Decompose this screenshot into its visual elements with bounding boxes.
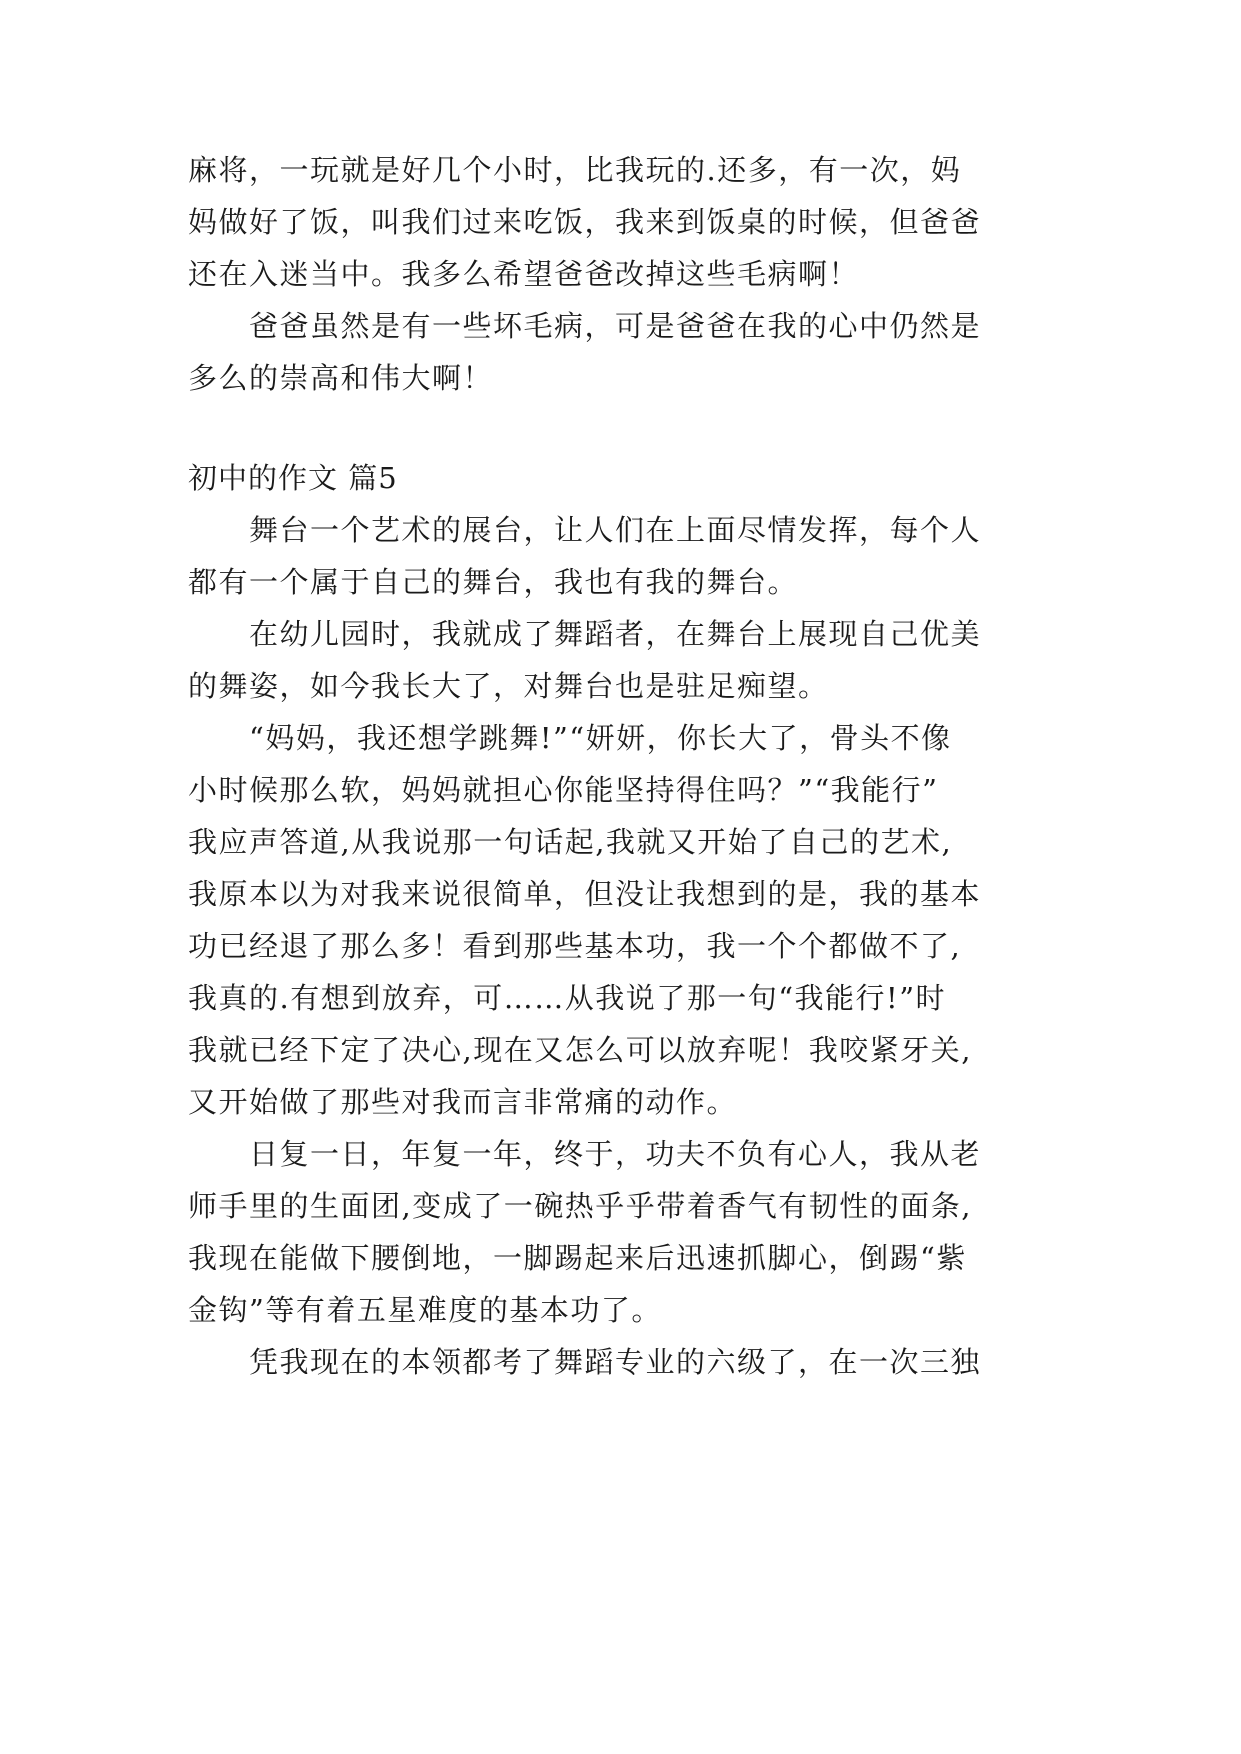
text-line: 多么的崇高和伟大啊！ [188, 361, 494, 395]
text-line: 舞台一个艺术的展台，让人们在上面尽情发挥，每个人 [188, 513, 982, 547]
text-line: 都有一个属于自己的舞台，我也有我的舞台。 [188, 565, 799, 599]
text-line: 的舞姿，如今我长大了，对舞台也是驻足痴望。 [188, 669, 829, 703]
text-line: 日复一日，年复一年，终于，功夫不负有心人，我从老 [188, 1137, 982, 1171]
text-line: 师手里的生面团,变成了一碗热乎乎带着香气有韧性的面条, [188, 1189, 972, 1223]
text-line: 凭我现在的本领都考了舞蹈专业的六级了，在一次三独 [188, 1345, 982, 1379]
text-line: 功已经退了那么多！看到那些基本功，我一个个都做不了, [188, 929, 962, 963]
section-heading: 初中的作文 篇5 [188, 461, 398, 495]
text-line: “妈妈，我还想学跳舞!”“妍妍，你长大了，骨头不像 [188, 721, 952, 755]
text-line: 又开始做了那些对我而言非常痛的动作。 [188, 1085, 738, 1119]
text-line: 我原本以为对我来说很简单，但没让我想到的是，我的基本 [188, 877, 982, 911]
text-line: 在幼儿园时，我就成了舞蹈者，在舞台上展现自己优美 [188, 617, 982, 651]
text-line: 我就已经下定了决心,现在又怎么可以放弃呢！我咬紧牙关, [188, 1033, 972, 1067]
text-line: 麻将，一玩就是好几个小时，比我玩的.还多，有一次，妈 [188, 153, 962, 187]
text-line: 妈做好了饭，叫我们过来吃饭，我来到饭桌的时候，但爸爸 [188, 205, 982, 239]
text-line: 我现在能做下腰倒地，一脚踢起来后迅速抓脚心，倒踢“紫 [188, 1241, 967, 1275]
text-line: 我真的.有想到放弃，可……从我说了那一句“我能行!”时 [188, 981, 947, 1015]
text-line: 金钩”等有着五星难度的基本功了。 [188, 1293, 662, 1327]
text-line: 我应声答道,从我说那一句话起,我就又开始了自己的艺术, [188, 825, 953, 859]
text-line: 还在入迷当中。我多么希望爸爸改掉这些毛病啊！ [188, 257, 860, 291]
text-line: 爸爸虽然是有一些坏毛病，可是爸爸在我的心中仍然是 [188, 309, 982, 343]
text-line: 小时候那么软，妈妈就担心你能坚持得住吗？”“我能行” [188, 773, 939, 807]
